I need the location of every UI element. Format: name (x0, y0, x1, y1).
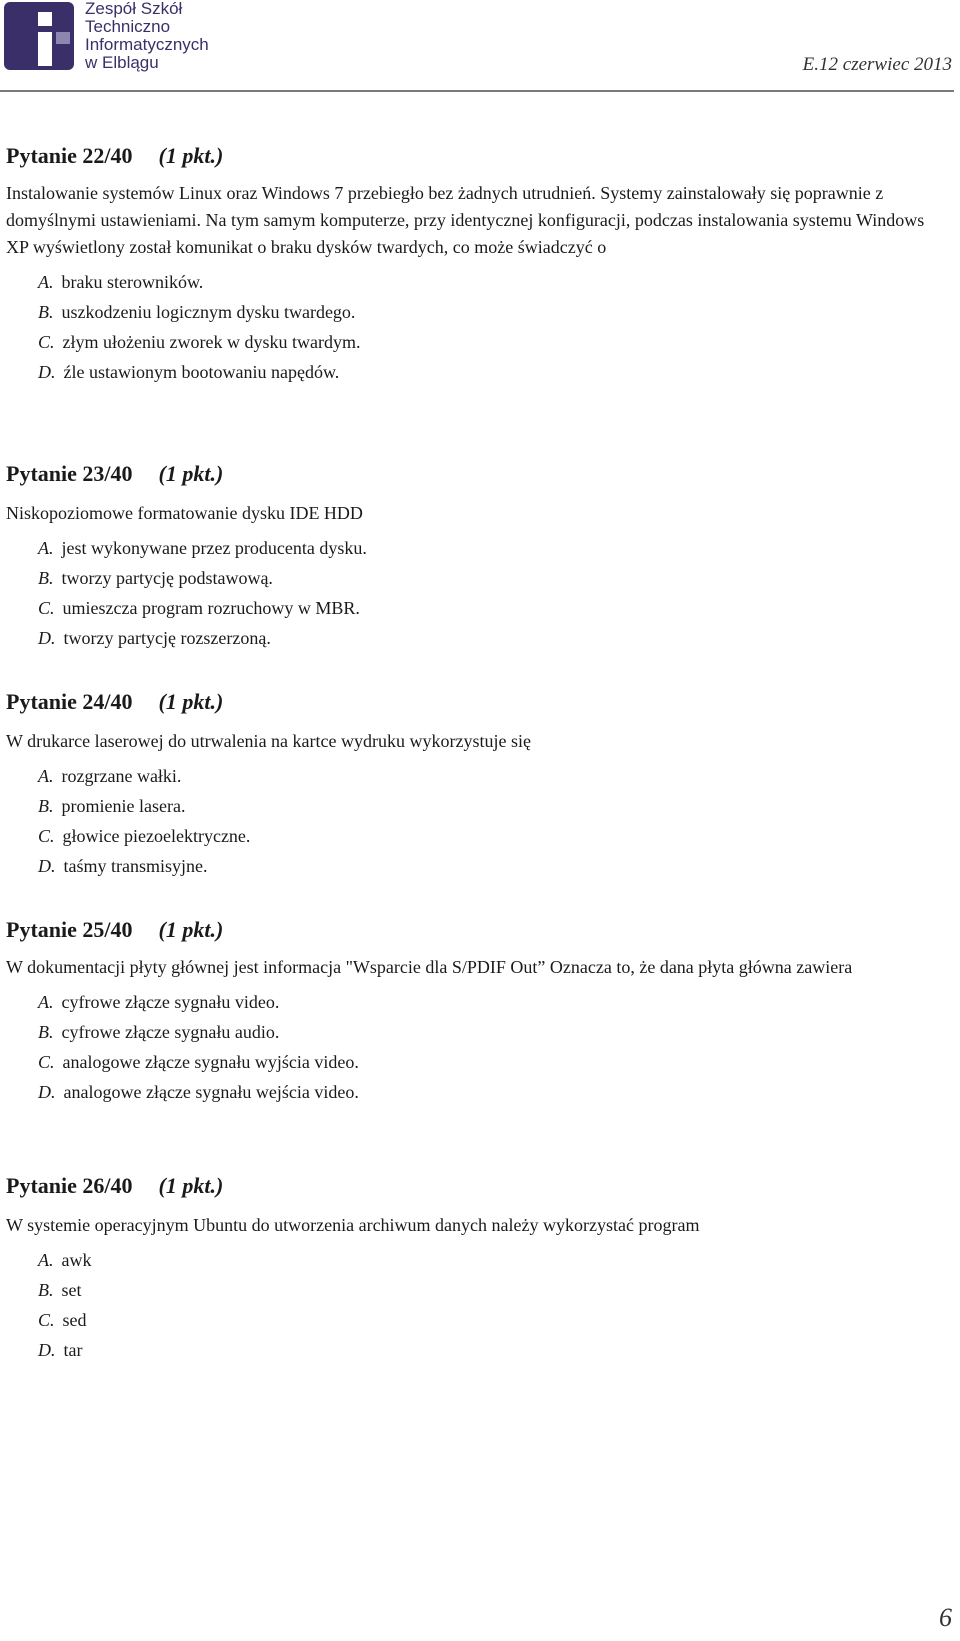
answer-text: źle ustawionym bootowaniu napędów. (63, 362, 340, 382)
school-name-line: w Elblągu (85, 53, 159, 72)
answer-letter: D. (38, 1082, 56, 1102)
question-26 (6, 1172, 946, 1365)
answer-option (38, 987, 946, 1017)
question-text: W drukarce laserowej do utrwalenia na kartce wydruku wykorzystuje się (6, 731, 531, 751)
question-points: (1 pkt.) (158, 917, 224, 942)
answer-list (6, 987, 946, 1107)
question-points: (1 pkt.) (158, 1173, 224, 1198)
school-name-line: Zespół Szkół (85, 0, 183, 18)
answer-option (38, 791, 946, 821)
header-divider (0, 90, 954, 92)
answer-list (6, 1245, 946, 1365)
answer-text: złym ułożeniu zworek w dysku twardym. (62, 332, 361, 352)
question-25 (6, 916, 946, 1107)
answer-letter: A. (38, 766, 54, 786)
question-points: (1 pkt.) (158, 143, 224, 168)
answer-text: set (61, 1280, 82, 1300)
question-text: W dokumentacji płyty głównej jest informacja "Wsparcie dla S/PDIF Out” Oznacza to, że dana płyta główna zawiera (6, 957, 853, 977)
answer-option (38, 327, 946, 357)
answer-text: promienie lasera. (61, 796, 186, 816)
answer-letter: B. (38, 796, 54, 816)
answer-option (38, 851, 946, 881)
answer-letter: B. (38, 1280, 54, 1300)
answer-option (38, 267, 946, 297)
answer-letter: D. (38, 856, 56, 876)
answer-option (38, 297, 946, 327)
answer-list (6, 533, 946, 653)
answer-option (38, 821, 946, 851)
answer-option (38, 1245, 946, 1275)
page-number: 6 (939, 1603, 952, 1632)
question-number: Pytanie 22/40 (6, 143, 133, 168)
answer-letter: D. (38, 628, 56, 648)
answer-text: uszkodzeniu logicznym dysku twardego. (61, 302, 356, 322)
answer-option (38, 1335, 946, 1365)
answer-letter: D. (38, 1340, 56, 1360)
question-22 (6, 142, 946, 387)
answer-option (38, 357, 946, 387)
answer-letter: B. (38, 302, 54, 322)
answer-text: tar (63, 1340, 83, 1360)
question-points: (1 pkt.) (158, 461, 224, 486)
school-name (85, 0, 209, 72)
answer-option (38, 1077, 946, 1107)
answer-option (38, 761, 946, 791)
question-number: Pytanie 26/40 (6, 1173, 133, 1198)
answer-letter: C. (38, 598, 55, 618)
answer-letter: A. (38, 1250, 54, 1270)
answer-option (38, 623, 946, 653)
question-text: Instalowanie systemów Linux oraz Windows 7 przebiegło bez żadnych utrudnień. Systemy zainstalowały się poprawnie z domyślnymi ustawieniami. Na tym samym komputerze, przy identycznej konfiguracji, podczas instalowania systemu Windows XP wyświetlony został komunikat o braku dysków twardych, co może świadczyć o (6, 183, 925, 257)
answer-letter: A. (38, 272, 54, 292)
answer-text: analogowe złącze sygnału wyjścia video. (62, 1052, 359, 1072)
answer-letter: B. (38, 1022, 54, 1042)
school-name-line: Techniczno (85, 17, 171, 36)
answer-letter: C. (38, 826, 55, 846)
question-title (6, 1172, 946, 1200)
question-title (6, 916, 946, 944)
answer-text: jest wykonywane przez producenta dysku. (61, 538, 367, 558)
question-24 (6, 688, 946, 881)
answer-option (38, 1017, 946, 1047)
answer-text: tworzy partycję podstawową. (61, 568, 273, 588)
page-header (0, 0, 960, 95)
answer-option (38, 1275, 946, 1305)
answer-letter: C. (38, 332, 55, 352)
answer-text: analogowe złącze sygnału wejścia video. (63, 1082, 359, 1102)
answer-letter: A. (38, 538, 54, 558)
answer-text: taśmy transmisyjne. (63, 856, 208, 876)
answer-text: głowice piezoelektryczne. (62, 826, 251, 846)
exam-date: E.12 czerwiec 2013 (802, 54, 952, 75)
question-title (6, 688, 946, 716)
question-text: Niskopoziomowe formatowanie dysku IDE HDD (6, 503, 363, 523)
school-logo-icon (4, 2, 74, 70)
answer-list (6, 761, 946, 881)
question-number: Pytanie 25/40 (6, 917, 133, 942)
answer-letter: C. (38, 1052, 55, 1072)
answer-letter: C. (38, 1310, 55, 1330)
answer-list (6, 267, 946, 387)
answer-text: awk (61, 1250, 92, 1270)
school-name-line: Informatycznych (85, 35, 209, 54)
answer-text: rozgrzane wałki. (61, 766, 182, 786)
answer-option (38, 1047, 946, 1077)
question-points: (1 pkt.) (158, 689, 224, 714)
answer-option (38, 1305, 946, 1335)
answer-letter: A. (38, 992, 54, 1012)
question-number: Pytanie 24/40 (6, 689, 133, 714)
answer-text: sed (62, 1310, 87, 1330)
answer-text: cyfrowe złącze sygnału audio. (61, 1022, 280, 1042)
answer-text: umieszcza program rozruchowy w MBR. (62, 598, 360, 618)
question-number: Pytanie 23/40 (6, 461, 133, 486)
answer-letter: B. (38, 568, 54, 588)
question-title (6, 142, 946, 170)
answer-letter: D. (38, 362, 56, 382)
question-title (6, 460, 946, 488)
answer-option (38, 593, 946, 623)
question-23 (6, 460, 946, 653)
answer-option (38, 533, 946, 563)
answer-text: braku sterowników. (61, 272, 204, 292)
question-text: W systemie operacyjnym Ubuntu do utworzenia archiwum danych należy wykorzystać program (6, 1215, 700, 1235)
answer-option (38, 563, 946, 593)
answer-text: cyfrowe złącze sygnału video. (61, 992, 280, 1012)
answer-text: tworzy partycję rozszerzoną. (63, 628, 271, 648)
